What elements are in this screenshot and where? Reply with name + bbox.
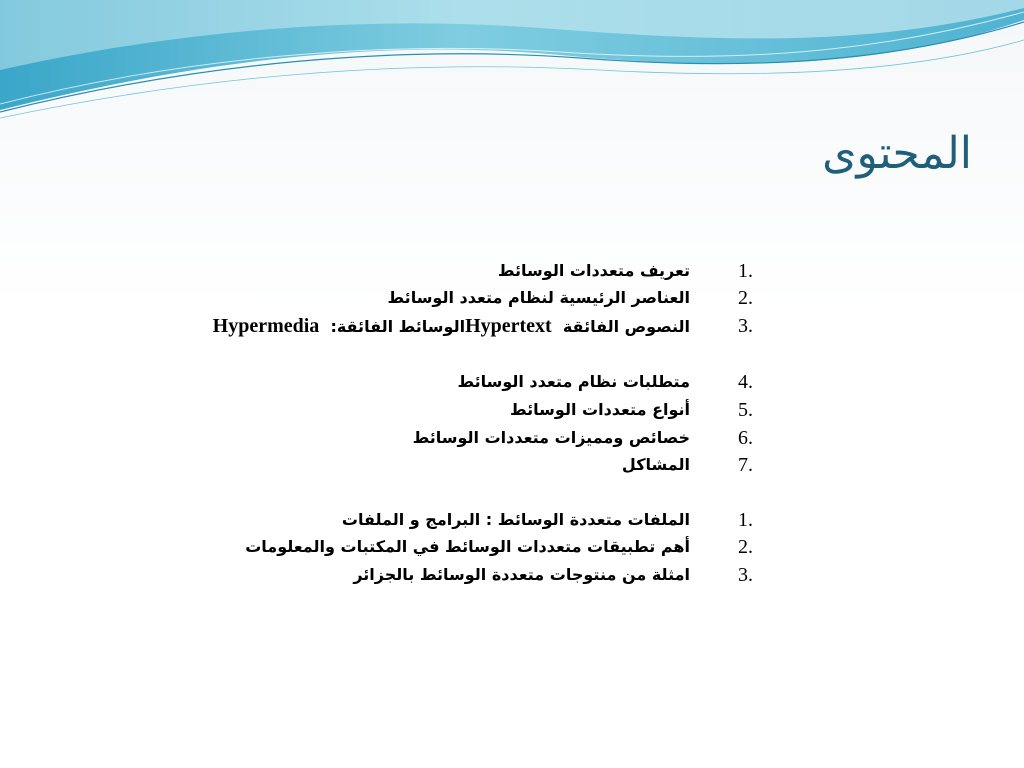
list-item-latin-term: Hypermedia [212, 315, 320, 337]
list-item [0, 562, 1024, 588]
list-item-text: أنواع متعددات الوسائط [510, 400, 690, 419]
list-item [0, 507, 1024, 533]
list-item [0, 258, 1024, 284]
list-item-number: 2. [738, 536, 753, 558]
list-item-number: 7. [738, 454, 753, 476]
list-item [0, 452, 1024, 478]
list-item-text-part: النصوص الفائقة [562, 317, 690, 336]
list-item-text: خصائص ومميزات متعددات الوسائط [412, 428, 690, 447]
list-item-text: العناصر الرئيسية لنظام متعدد الوسائط [387, 288, 690, 307]
list-item-number: 1. [738, 260, 753, 282]
list-item-number: 1. [738, 509, 753, 531]
list-item [0, 285, 1024, 311]
list-item-text-part: الوسائط الفائقة: [330, 317, 466, 336]
list-item-latin-term: Hypertext [465, 315, 552, 337]
list-item-text: أهم تطبيقات متعددات الوسائط في المكتبات والمعلومات [245, 537, 690, 556]
list-item-number: 5. [738, 399, 753, 421]
list-item-text: متطلبات نظام متعدد الوسائط [457, 372, 690, 391]
page-title: المحتوى [822, 128, 972, 179]
list-item-text: الملفات متعددة الوسائط : البرامج و الملفات [341, 510, 690, 529]
list-item-number: 3. [738, 564, 753, 586]
list-item-number: 4. [738, 371, 753, 393]
list-item-text: امثلة من منتوجات متعددة الوسائط بالجزائر [353, 565, 690, 584]
list-item-text: تعريف متعددات الوسائط [497, 261, 690, 280]
list-item [0, 534, 1024, 560]
list-item [0, 425, 1024, 451]
list-item-number: 2. [738, 287, 753, 309]
list-item [0, 369, 1024, 395]
list-item [0, 313, 1024, 339]
list-item-text [213, 313, 690, 340]
list-item [0, 397, 1024, 423]
list-item-text: المشاكل [621, 455, 690, 474]
list-item-number: 6. [738, 427, 753, 449]
list-item-number: 3. [738, 315, 753, 337]
